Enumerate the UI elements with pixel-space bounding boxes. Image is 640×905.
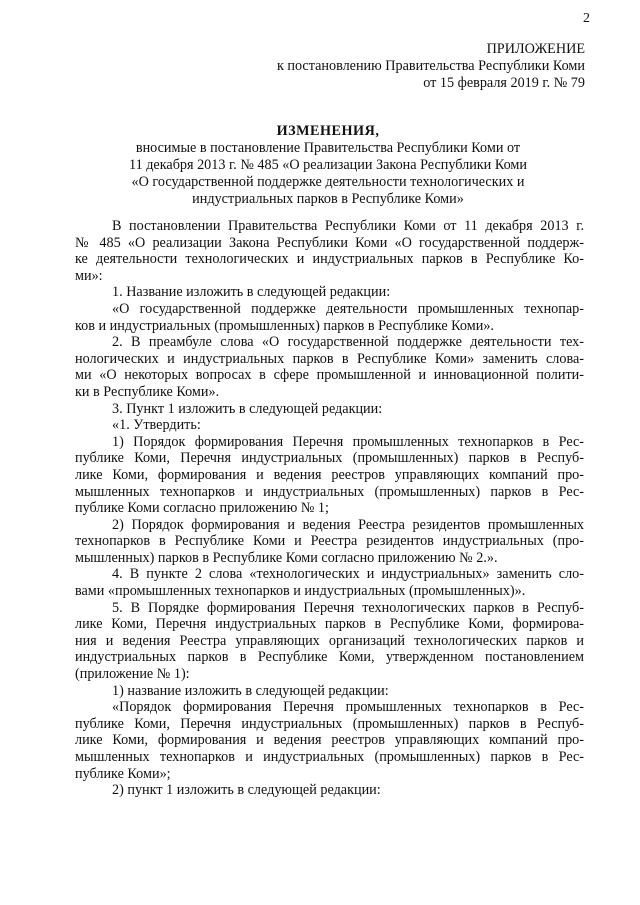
- paragraph-line: 3. Пункт 1 изложить в следующей редакции:: [112, 400, 383, 417]
- paragraph-p7: [75, 434, 584, 517]
- paragraph-line: ки в Республике Коми».: [75, 383, 220, 400]
- paragraph-p1: [75, 218, 584, 284]
- paragraph-p3: [75, 301, 584, 334]
- paragraph-line: технопарков в Республике Коми и Реестра резидентов индустриальных (про-: [75, 533, 584, 550]
- paragraph-line: ми»:: [75, 267, 103, 284]
- paragraph-line: 1) Порядок формирования Перечня промышленных технопарков в Рес-: [112, 433, 584, 450]
- paragraph-p5: [75, 401, 584, 418]
- paragraph-line: лике Коми, формирования и ведения реестров управляющих компаний про-: [75, 466, 584, 483]
- paragraph-line: «Порядок формирования Перечня промышленных технопарков в Рес-: [112, 699, 584, 716]
- paragraph-line: мышленных технопарков и индустриальных (промышленных) парков в Рес-: [75, 749, 584, 765]
- appendix-resolution-line: к постановлению Правительства Республики Коми: [276, 58, 585, 74]
- paragraph-line: публике Коми, Перечня индустриальных (промышленных) парков в Респуб-: [75, 450, 584, 467]
- paragraph-line: лике Коми, формирования и ведения реестров управляющих компаний про-: [75, 732, 584, 749]
- paragraph-p11: [75, 683, 584, 700]
- paragraph-p4: [75, 334, 584, 400]
- title-line: «О государственной поддержке деятельности технологических и: [131, 174, 525, 190]
- title-line: 11 декабря 2013 г. № 485 «О реализации Закона Республики Коми: [129, 157, 527, 173]
- paragraph-line: мышленных) парков в Республике Коми согласно приложению № 2.».: [75, 549, 498, 566]
- paragraph-line: В постановлении Правительства Республики Коми от 11 декабря 2013 г.: [112, 218, 584, 234]
- paragraph-line: (приложение № 1):: [75, 666, 190, 683]
- paragraph-p10: [75, 600, 584, 683]
- paragraph-p8: [75, 517, 584, 567]
- paragraph-line: «1. Утвердить:: [112, 417, 201, 434]
- paragraph-line: публике Коми»;: [75, 765, 171, 782]
- paragraph-line: «О государственной поддержке деятельности промышленных технопар-: [112, 300, 584, 317]
- paragraph-line: лике Коми, Перечня индустриальных парков в Республике Коми, формирова-: [75, 616, 584, 633]
- paragraph-line: ми «О некоторых вопросах в сфере промышленной и инновационной полити-: [75, 367, 584, 384]
- appendix-heading: ПРИЛОЖЕНИЕ: [486, 41, 585, 57]
- document-title: ИЗМЕНЕНИЯ,: [276, 123, 380, 139]
- paragraph-line: публике Коми согласно приложению № 1;: [75, 500, 329, 517]
- title-line: индустриальных парков в Республике Коми»: [192, 191, 464, 207]
- paragraph-line: ков и индустриальных (промышленных) парков в Республике Коми».: [75, 317, 494, 334]
- paragraph-line: мышленных технопарков и индустриальных (промышленных) парков в Рес-: [75, 483, 584, 500]
- paragraph-line: № 485 «О реализации Закона Республики Коми «О государственной поддерж-: [75, 234, 584, 251]
- paragraph-line: ке деятельности технологических и индустриальных парков в Республике Ко-: [75, 251, 584, 268]
- paragraph-p13: [75, 782, 584, 799]
- paragraph-line: 2) пункт 1 изложить в следующей редакции:: [112, 782, 381, 799]
- document-title-block: [88, 123, 568, 208]
- paragraph-line: публике Коми, Перечня индустриальных (промышленных) парков в Респуб-: [75, 715, 584, 732]
- paragraph-line: вами «промышленных технопарков и индустриальных (промышленных)».: [75, 583, 526, 600]
- paragraph-p6: [75, 417, 584, 434]
- paragraph-line: 4. В пункте 2 слова «технологических и индустриальных» заменить сло-: [112, 566, 584, 583]
- paragraph-line: 1. Название изложить в следующей редакции:: [112, 284, 391, 301]
- paragraph-line: 1) название изложить в следующей редакции:: [112, 682, 389, 699]
- appendix-date-line: от 15 февраля 2019 г. № 79: [423, 75, 585, 91]
- title-line: вносимые в постановление Правительства Республики Коми от: [135, 140, 521, 156]
- paragraph-line: 2. В преамбуле слова «О государственной поддержке деятельности тех-: [112, 334, 584, 351]
- paragraph-line: нологических и индустриальных парков в Республике Коми» заменить слова-: [75, 350, 584, 367]
- paragraph-line: ния и ведения Реестра управляющих организаций технологических парков и: [75, 632, 584, 649]
- paragraph-p12: [75, 699, 584, 782]
- appendix-header: [165, 41, 585, 92]
- page-number: 2: [583, 11, 590, 26]
- paragraph-p2: [75, 284, 584, 301]
- paragraph-p9: [75, 566, 584, 599]
- document-body: [75, 218, 584, 799]
- paragraph-line: 2) Порядок формирования и ведения Реестра резидентов промышленных: [112, 516, 584, 533]
- paragraph-line: 5. В Порядке формирования Перечня технологических парков в Респуб-: [112, 599, 584, 616]
- paragraph-line: индустриальных парков в Республике Коми, утвержденном постановлением: [75, 649, 584, 666]
